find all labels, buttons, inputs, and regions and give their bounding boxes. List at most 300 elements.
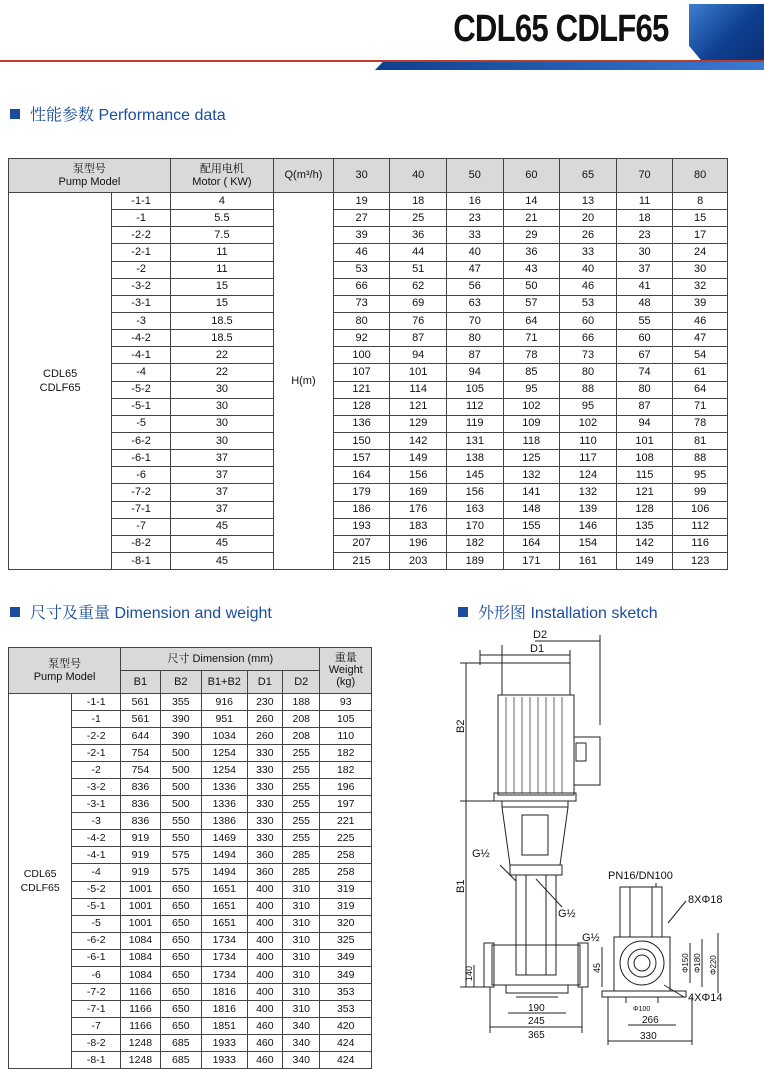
head-value-cell: 193: [333, 518, 390, 535]
dimension-cell: 310: [283, 1000, 320, 1017]
dimension-cell: 500: [160, 779, 201, 796]
head-value-cell: 94: [616, 415, 673, 432]
performance-row: [9, 484, 728, 501]
head-value-cell: 215: [333, 552, 390, 569]
dimension-cell: 644: [121, 728, 161, 745]
head-value-cell: 129: [390, 415, 447, 432]
dimension-cell: 685: [160, 1034, 201, 1051]
model-suffix-cell: -4-2: [72, 830, 121, 847]
head-value-cell: 171: [503, 552, 560, 569]
dimension-cell: 208: [283, 711, 320, 728]
dimension-cell: 1254: [201, 745, 247, 762]
dimension-cell: 285: [283, 847, 320, 864]
dimension-cell: 1001: [121, 881, 161, 898]
label-g-half-1: G½: [472, 848, 490, 860]
head-value-cell: 54: [673, 347, 728, 364]
dimension-cell: 330: [247, 745, 282, 762]
head-value-cell: 148: [503, 501, 560, 518]
dimension-cell: 390: [160, 728, 201, 745]
model-suffix-cell: -8-1: [112, 552, 171, 569]
head-value-cell: 128: [616, 501, 673, 518]
head-value-cell: 71: [503, 330, 560, 347]
motor-cell: 4: [170, 193, 273, 210]
head-value-cell: 189: [446, 552, 503, 569]
head-value-cell: 39: [673, 295, 728, 312]
head-value-cell: 87: [616, 398, 673, 415]
dimension-cell: 1084: [121, 932, 161, 949]
label-190: 190: [528, 1003, 545, 1014]
dimension-cell: 1001: [121, 915, 161, 932]
dimension-cell: 650: [160, 915, 201, 932]
head-value-cell: 66: [560, 330, 617, 347]
section-bullet-icon: [458, 607, 468, 617]
performance-row: [9, 312, 728, 329]
dimension-cell: 255: [283, 813, 320, 830]
head-value-cell: 81: [673, 432, 728, 449]
head-value-cell: 87: [390, 330, 447, 347]
head-value-cell: 48: [616, 295, 673, 312]
head-value-cell: 123: [673, 552, 728, 569]
head-value-cell: 108: [616, 450, 673, 467]
head-value-cell: 142: [616, 535, 673, 552]
model-suffix-cell: -7: [72, 1017, 121, 1034]
dimension-cell: 650: [160, 966, 201, 983]
model-suffix-cell: -2-1: [112, 244, 171, 261]
head-value-cell: 155: [503, 518, 560, 535]
head-value-cell: 95: [673, 467, 728, 484]
flow-header-5: 70: [616, 159, 673, 193]
performance-row: [9, 261, 728, 278]
head-value-cell: 60: [616, 330, 673, 347]
head-value-cell: 33: [560, 244, 617, 261]
pump-base: [492, 945, 580, 985]
model-suffix-cell: -1: [112, 210, 171, 227]
head-value-cell: 207: [333, 535, 390, 552]
head-value-cell: 169: [390, 484, 447, 501]
pump-sleeve: [516, 875, 556, 975]
head-value-cell: 56: [446, 278, 503, 295]
dimension-cell: 330: [247, 762, 282, 779]
head-value-cell: 88: [560, 381, 617, 398]
model-suffix-cell: -2-1: [72, 745, 121, 762]
head-value-cell: 135: [616, 518, 673, 535]
head-value-cell: 66: [333, 278, 390, 295]
performance-header-row: [9, 159, 728, 193]
model-suffix-cell: -2-2: [112, 227, 171, 244]
head-value-cell: 149: [616, 552, 673, 569]
head-value-cell: 85: [503, 364, 560, 381]
motor-cell: 30: [170, 432, 273, 449]
head-value-cell: 186: [333, 501, 390, 518]
page-title: CDL65 CDLF65: [452, 8, 668, 50]
flow-header-4: 65: [560, 159, 617, 193]
motor-cell: 30: [170, 415, 273, 432]
performance-row: [9, 381, 728, 398]
head-value-cell: 69: [390, 295, 447, 312]
weight-cell: 221: [320, 813, 372, 830]
flow-header-1: 40: [390, 159, 447, 193]
motor-cell: 18.5: [170, 312, 273, 329]
g-leader-2: [536, 879, 562, 907]
motor-cell: 37: [170, 501, 273, 518]
head-value-cell: 57: [503, 295, 560, 312]
dimension-cell: 650: [160, 1017, 201, 1034]
dimension-cell: 460: [247, 1017, 282, 1034]
model-suffix-cell: -4-1: [72, 847, 121, 864]
motor-cell: 22: [170, 364, 273, 381]
dimension-cell: 330: [247, 813, 282, 830]
motor-cell: 37: [170, 467, 273, 484]
weight-header: [320, 648, 372, 694]
model-suffix-cell: -5-2: [72, 881, 121, 898]
performance-row: [9, 467, 728, 484]
head-value-cell: 154: [560, 535, 617, 552]
dimension-cell: 1166: [121, 1017, 161, 1034]
model-suffix-cell: -6-2: [72, 932, 121, 949]
head-value-cell: 47: [446, 261, 503, 278]
motor-cell: 11: [170, 261, 273, 278]
dimension-cell: 310: [283, 898, 320, 915]
model-suffix-cell: -3: [72, 813, 121, 830]
label-d2: D2: [533, 629, 548, 641]
dimension-cell: 1494: [201, 847, 247, 864]
terminal-detail: [576, 743, 586, 761]
head-value-cell: 163: [446, 501, 503, 518]
head-value-cell: 71: [673, 398, 728, 415]
performance-row: [9, 347, 728, 364]
weight-cell: 225: [320, 830, 372, 847]
head-value-cell: 132: [560, 484, 617, 501]
dimension-cell: 1851: [201, 1017, 247, 1034]
head-value-cell: 8: [673, 193, 728, 210]
head-value-cell: 131: [446, 432, 503, 449]
dimension-cell: 919: [121, 847, 161, 864]
col-d2: D2: [283, 671, 320, 694]
performance-row: [9, 432, 728, 449]
pump-model-en: Pump Model: [33, 670, 96, 683]
dimension-table: [8, 647, 372, 1069]
dimension-cell: 500: [160, 796, 201, 813]
model-suffix-cell: -6-1: [72, 949, 121, 966]
head-value-cell: 94: [390, 347, 447, 364]
head-value-cell: 95: [560, 398, 617, 415]
head-value-cell: 18: [390, 193, 447, 210]
model-suffix-cell: -2: [72, 762, 121, 779]
head-value-cell: 182: [446, 535, 503, 552]
bolt-leader-top: [668, 901, 686, 923]
head-value-cell: 139: [560, 501, 617, 518]
bracket: [502, 807, 568, 865]
head-value-cell: 80: [446, 330, 503, 347]
weight-cell: 196: [320, 779, 372, 796]
head-value-cell: 80: [333, 312, 390, 329]
head-value-cell: 67: [616, 347, 673, 364]
dimension-cell: 650: [160, 881, 201, 898]
weight-cell: 320: [320, 915, 372, 932]
label-100: Φ100: [633, 1006, 651, 1013]
head-value-cell: 141: [503, 484, 560, 501]
label-245: 245: [528, 1016, 545, 1027]
dimension-cell: 310: [283, 983, 320, 1000]
motor-cell: 5.5: [170, 210, 273, 227]
side-view-flange-block: [614, 937, 670, 991]
model-suffix-cell: -6-2: [112, 432, 171, 449]
head-value-cell: 100: [333, 347, 390, 364]
head-value-cell: 53: [560, 295, 617, 312]
dimension-cell: 575: [160, 847, 201, 864]
head-value-cell: 40: [446, 244, 503, 261]
weight-cell: 105: [320, 711, 372, 728]
motor-flange: [494, 793, 576, 801]
dimension-cell: 916: [201, 694, 247, 711]
dimension-cell: 754: [121, 762, 161, 779]
motor-cell: 18.5: [170, 330, 273, 347]
head-value-cell: 142: [390, 432, 447, 449]
dimension-cell: 550: [160, 813, 201, 830]
weight-cell: 110: [320, 728, 372, 745]
dimension-cell: 1933: [201, 1034, 247, 1051]
head-value-cell: 94: [446, 364, 503, 381]
dimension-cell: 1084: [121, 949, 161, 966]
performance-row: [9, 415, 728, 432]
model-suffix-cell: -6: [112, 467, 171, 484]
performance-table: [8, 158, 728, 570]
pump-model-en: Pump Model: [58, 175, 121, 188]
performance-row: [9, 244, 728, 261]
dimension-cell: 1651: [201, 881, 247, 898]
head-value-cell: 124: [560, 467, 617, 484]
head-value-cell: 80: [616, 381, 673, 398]
dimension-cell: 650: [160, 932, 201, 949]
head-value-cell: 46: [333, 244, 390, 261]
motor-en: Motor ( KW): [192, 175, 252, 188]
model-suffix-cell: -1-1: [72, 694, 121, 711]
head-value-cell: 95: [503, 381, 560, 398]
weight-cell: 424: [320, 1034, 372, 1051]
dimension-cell: 330: [247, 830, 282, 847]
side-base: [602, 991, 686, 997]
head-value-cell: 156: [446, 484, 503, 501]
head-value-cell: 102: [503, 398, 560, 415]
head-value-cell: 121: [616, 484, 673, 501]
dimension-cell: 1734: [201, 949, 247, 966]
dimension-cell: 1166: [121, 1000, 161, 1017]
performance-row: [9, 364, 728, 381]
head-value-cell: 156: [390, 467, 447, 484]
head-value-cell: 44: [390, 244, 447, 261]
dimension-cell: 360: [247, 864, 282, 881]
model-group-line-1: CDL65: [43, 367, 78, 380]
weight-cell: 349: [320, 949, 372, 966]
weight-cell: 353: [320, 983, 372, 1000]
dimension-cell: 255: [283, 745, 320, 762]
head-value-cell: 62: [390, 278, 447, 295]
dimension-cell: 310: [283, 966, 320, 983]
model-suffix-cell: -5-2: [112, 381, 171, 398]
dimension-cell: 285: [283, 864, 320, 881]
header-tab-decoration: [689, 4, 764, 62]
dimension-row: [9, 694, 372, 711]
head-value-cell: 14: [503, 193, 560, 210]
head-value-cell: 136: [333, 415, 390, 432]
head-value-cell: 27: [333, 210, 390, 227]
head-value-cell: 63: [446, 295, 503, 312]
head-value-cell: 30: [616, 244, 673, 261]
dimension-cell: 1248: [121, 1034, 161, 1051]
dimension-cell: 400: [247, 1000, 282, 1017]
dimension-cell: 836: [121, 779, 161, 796]
dimension-cell: 400: [247, 949, 282, 966]
head-value-cell: 101: [616, 432, 673, 449]
head-value-cell: 179: [333, 484, 390, 501]
weight-cell: 349: [320, 966, 372, 983]
head-value-cell: 51: [390, 261, 447, 278]
dimension-cell: 255: [283, 762, 320, 779]
head-value-cell: 25: [390, 210, 447, 227]
dimension-cell: 1494: [201, 864, 247, 881]
dimension-cell: 340: [283, 1017, 320, 1034]
head-value-cell: 121: [333, 381, 390, 398]
motor-cell: 22: [170, 347, 273, 364]
dimension-cell: 1651: [201, 915, 247, 932]
pump-model-header: [9, 159, 171, 193]
dimension-cell: 260: [247, 728, 282, 745]
dimension-header-row-1: [9, 648, 372, 671]
head-value-cell: 119: [446, 415, 503, 432]
dimension-cell: 1816: [201, 1000, 247, 1017]
head-value-cell: 80: [560, 364, 617, 381]
flow-header-2: 50: [446, 159, 503, 193]
head-value-cell: 138: [446, 450, 503, 467]
head-value-cell: 23: [616, 227, 673, 244]
motor-cell: 15: [170, 295, 273, 312]
label-266: 266: [642, 1015, 659, 1026]
head-value-cell: 13: [560, 193, 617, 210]
head-value-cell: 64: [673, 381, 728, 398]
dimension-cell: 230: [247, 694, 282, 711]
weight-cell: 93: [320, 694, 372, 711]
performance-row: [9, 518, 728, 535]
pump-model-cn: 泵型号: [72, 162, 106, 175]
header-divider: [0, 60, 764, 62]
dimension-cell: 188: [283, 694, 320, 711]
model-suffix-cell: -2-2: [72, 728, 121, 745]
head-value-cell: 107: [333, 364, 390, 381]
dimension-cell: 1166: [121, 983, 161, 1000]
section-label: 性能参数 Performance data: [30, 107, 226, 124]
section-bullet-icon: [10, 109, 20, 119]
col-b1b2: B1+B2: [201, 671, 247, 694]
weight-cell: 258: [320, 864, 372, 881]
dimension-cell: 1001: [121, 898, 161, 915]
model-suffix-cell: -4: [72, 864, 121, 881]
head-value-cell: 92: [333, 330, 390, 347]
weight-cell: 182: [320, 762, 372, 779]
head-label-cell: H(m): [274, 193, 334, 570]
dimension-cell: 340: [283, 1051, 320, 1068]
head-value-cell: 73: [560, 347, 617, 364]
model-suffix-cell: -3: [112, 312, 171, 329]
model-group-cell: [9, 694, 72, 1069]
q-header: Q(m³/h): [274, 159, 334, 193]
head-value-cell: 132: [503, 467, 560, 484]
performance-row: [9, 398, 728, 415]
dimension-cell: 650: [160, 983, 201, 1000]
head-value-cell: 33: [446, 227, 503, 244]
head-value-cell: 170: [446, 518, 503, 535]
head-value-cell: 43: [503, 261, 560, 278]
head-value-cell: 112: [673, 518, 728, 535]
label-bolts-top: 8XΦ18: [688, 894, 723, 906]
model-suffix-cell: -6: [72, 966, 121, 983]
dimension-cell: 1084: [121, 966, 161, 983]
head-value-cell: 39: [333, 227, 390, 244]
head-value-cell: 87: [446, 347, 503, 364]
dimension-cell: 500: [160, 745, 201, 762]
weight-cell: 420: [320, 1017, 372, 1034]
dimension-cell: 836: [121, 796, 161, 813]
dimension-cell: 550: [160, 830, 201, 847]
model-group-line-2: CDLF65: [20, 881, 60, 894]
label-150: Φ150: [681, 953, 690, 973]
dimension-cell: 1248: [121, 1051, 161, 1068]
label-b1: B1: [455, 879, 467, 893]
head-value-cell: 36: [503, 244, 560, 261]
dimension-cell: 650: [160, 949, 201, 966]
model-suffix-cell: -1-1: [112, 193, 171, 210]
col-b1: B1: [121, 671, 161, 694]
head-value-cell: 150: [333, 432, 390, 449]
head-value-cell: 88: [673, 450, 728, 467]
motor-body: [498, 695, 574, 795]
head-value-cell: 128: [333, 398, 390, 415]
model-group-cell: [9, 193, 112, 570]
head-value-cell: 17: [673, 227, 728, 244]
weight-en: Weight: [328, 664, 363, 676]
performance-row: [9, 193, 728, 210]
dimension-cell: 951: [201, 711, 247, 728]
motor-cell: 45: [170, 518, 273, 535]
dimension-cell: 310: [283, 932, 320, 949]
head-value-cell: 109: [503, 415, 560, 432]
model-suffix-cell: -7-1: [112, 501, 171, 518]
dimension-cell: 685: [160, 1051, 201, 1068]
label-g-half-3: G½: [582, 932, 600, 944]
head-value-cell: 36: [390, 227, 447, 244]
head-value-cell: 37: [616, 261, 673, 278]
model-suffix-cell: -7: [112, 518, 171, 535]
coupling-guard-top: [502, 801, 568, 807]
dimension-cell: 255: [283, 779, 320, 796]
head-value-cell: 146: [560, 518, 617, 535]
dimension-cell: 1386: [201, 813, 247, 830]
dimension-cell: 1933: [201, 1051, 247, 1068]
head-value-cell: 11: [616, 193, 673, 210]
head-value-cell: 102: [560, 415, 617, 432]
head-value-cell: 145: [446, 467, 503, 484]
dimension-cell: 255: [283, 830, 320, 847]
head-value-cell: 76: [390, 312, 447, 329]
dimension-cell: 1254: [201, 762, 247, 779]
weight-cell: 325: [320, 932, 372, 949]
model-suffix-cell: -7-2: [72, 983, 121, 1000]
dimension-cell: 255: [283, 796, 320, 813]
dimension-cell: 561: [121, 711, 161, 728]
model-suffix-cell: -3-2: [112, 278, 171, 295]
head-value-cell: 70: [446, 312, 503, 329]
dimension-cell: 330: [247, 779, 282, 796]
model-suffix-cell: -4-2: [112, 330, 171, 347]
